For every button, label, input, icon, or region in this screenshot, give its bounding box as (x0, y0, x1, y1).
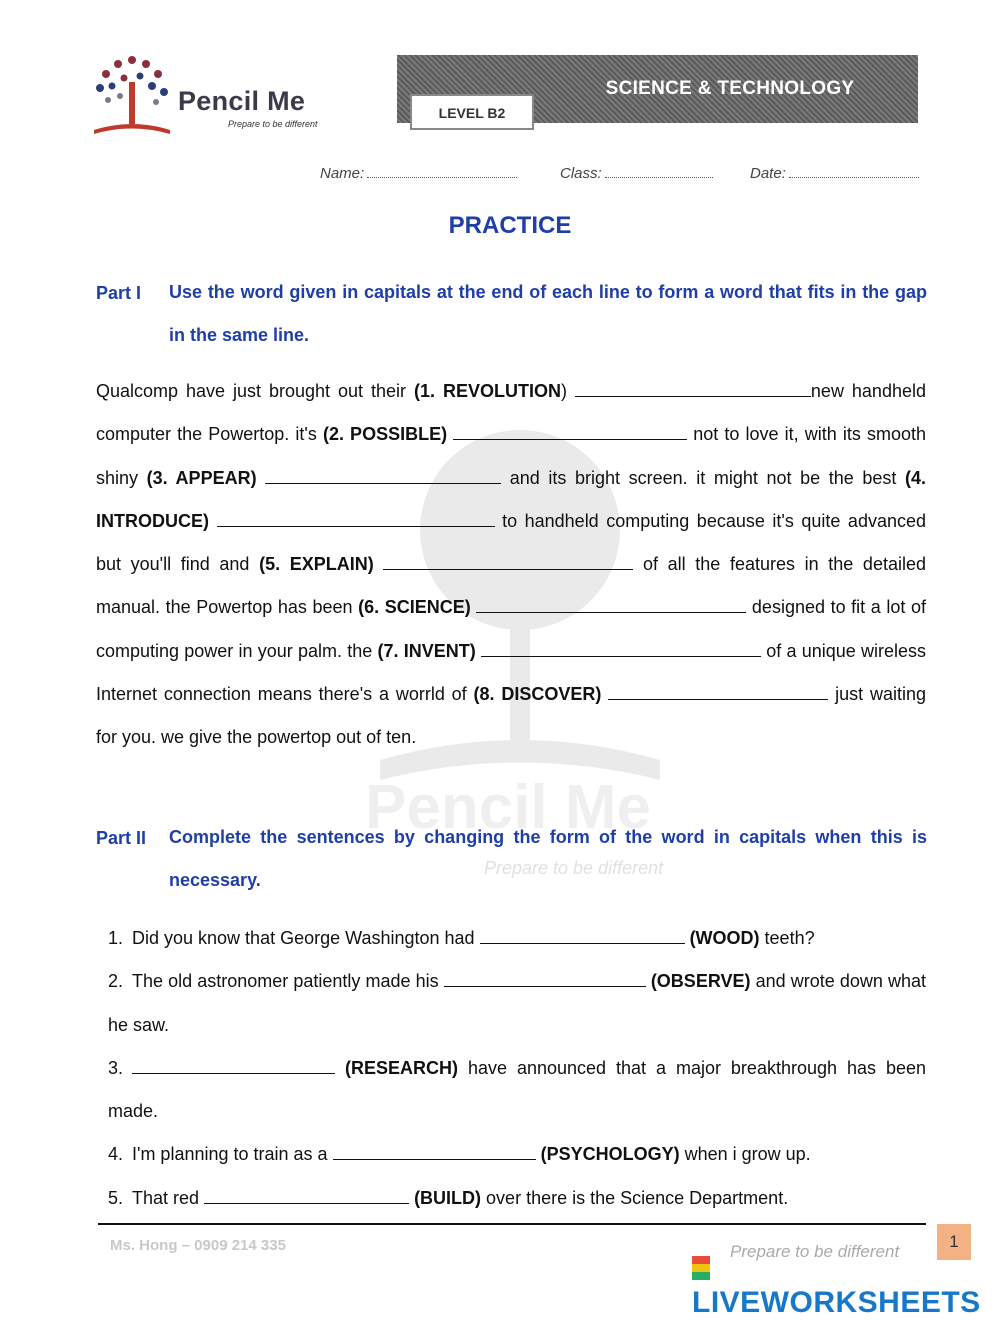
answer-blank-2[interactable] (453, 425, 687, 440)
liveworksheets-logo[interactable]: LIVEWORKSHEETS (692, 1252, 1000, 1320)
class-field[interactable] (560, 165, 713, 182)
list-item: 1. Did you know that George Washington had (WOOD) teeth? (108, 928, 815, 948)
name-label: Name: (320, 165, 365, 182)
brand-name: Pencil Me (178, 86, 306, 116)
list-item: 3. (RESEARCH) have announced that a major breakthrough has been made. (108, 1057, 926, 1122)
list-item: 4. I'm planning to train as a (PSYCHOLOGY) when i grow up. (108, 1144, 811, 1165)
name-dots[interactable] (367, 165, 517, 178)
part2-label: Part II (96, 828, 147, 848)
answer-blank-research[interactable] (132, 1059, 335, 1074)
answer-blank-psychology[interactable] (333, 1145, 536, 1160)
name-field[interactable] (320, 165, 517, 182)
answer-blank-4[interactable] (217, 512, 495, 527)
date-label: Date: (750, 165, 786, 182)
part1-instruction: Use the word given in capitals at the end of each line to form a word that fits in the gap in the same line. (169, 282, 927, 345)
footer-divider (98, 1223, 926, 1225)
date-field[interactable] (750, 165, 919, 182)
answer-blank-8[interactable] (608, 685, 828, 700)
page-number: 1 (937, 1224, 971, 1260)
class-label: Class: (560, 165, 602, 182)
answer-blank-3[interactable] (265, 469, 501, 484)
level-badge: LEVEL B2 (410, 94, 534, 130)
page-title: PRACTICE (448, 212, 572, 239)
answer-blank-build[interactable] (204, 1189, 409, 1204)
footer-contact: Ms. Hong – 0909 214 335 (110, 1237, 286, 1254)
pencil-me-logo-icon (88, 52, 178, 136)
answer-blank-1[interactable] (575, 382, 811, 397)
brand-tagline: Prepare to be different (228, 119, 318, 129)
watermark-text: Pencil Me (365, 773, 651, 842)
answer-blank-6[interactable] (476, 598, 746, 613)
answer-blank-wood[interactable] (480, 929, 685, 944)
answer-blank-7[interactable] (481, 642, 761, 657)
topic-title: SCIENCE & TECHNOLOGY (605, 78, 855, 99)
liveworksheets-mark-icon (692, 1256, 710, 1280)
part1-label: Part I (96, 283, 142, 303)
date-dots[interactable] (789, 165, 919, 178)
class-dots[interactable] (605, 165, 713, 178)
part1-passage: Qualcomp have just brought out their (1. REVOLUTION) new handheld computer the Powertop. it's (2. POSSIBLE) not to love it, with its smooth shiny (3. APPEAR) and its bright screen. it might not be the best (4. INTRODUCE) to handheld computing because it's quite advanced but you'll find and (5. EXPLAIN) of all the features in the detailed manual. the Powertop has been (6. SCIENCE) designed to fit a lot of computing power in your palm. the (7. INVENT) of a unique wireless Internet connection means there's a worrld of (8. DISCOVER) just waiting for you. we give the powertop out of ten. (96, 381, 926, 748)
answer-blank-5[interactable] (383, 555, 633, 570)
watermark-tagline: Prepare to be different (484, 858, 664, 878)
part2-instruction: Complete the sentences by changing the form of the word in capitals when this is necessary. (169, 827, 927, 890)
footer-tagline: Prepare to be different (730, 1242, 900, 1261)
part2-list (108, 917, 926, 1220)
answer-blank-observe[interactable] (444, 972, 646, 987)
list-item: 5. That red (BUILD) over there is the Science Department. (108, 1187, 789, 1208)
list-item: 2. The old astronomer patiently made his (OBSERVE) and wrote down what he saw. (108, 971, 926, 1035)
